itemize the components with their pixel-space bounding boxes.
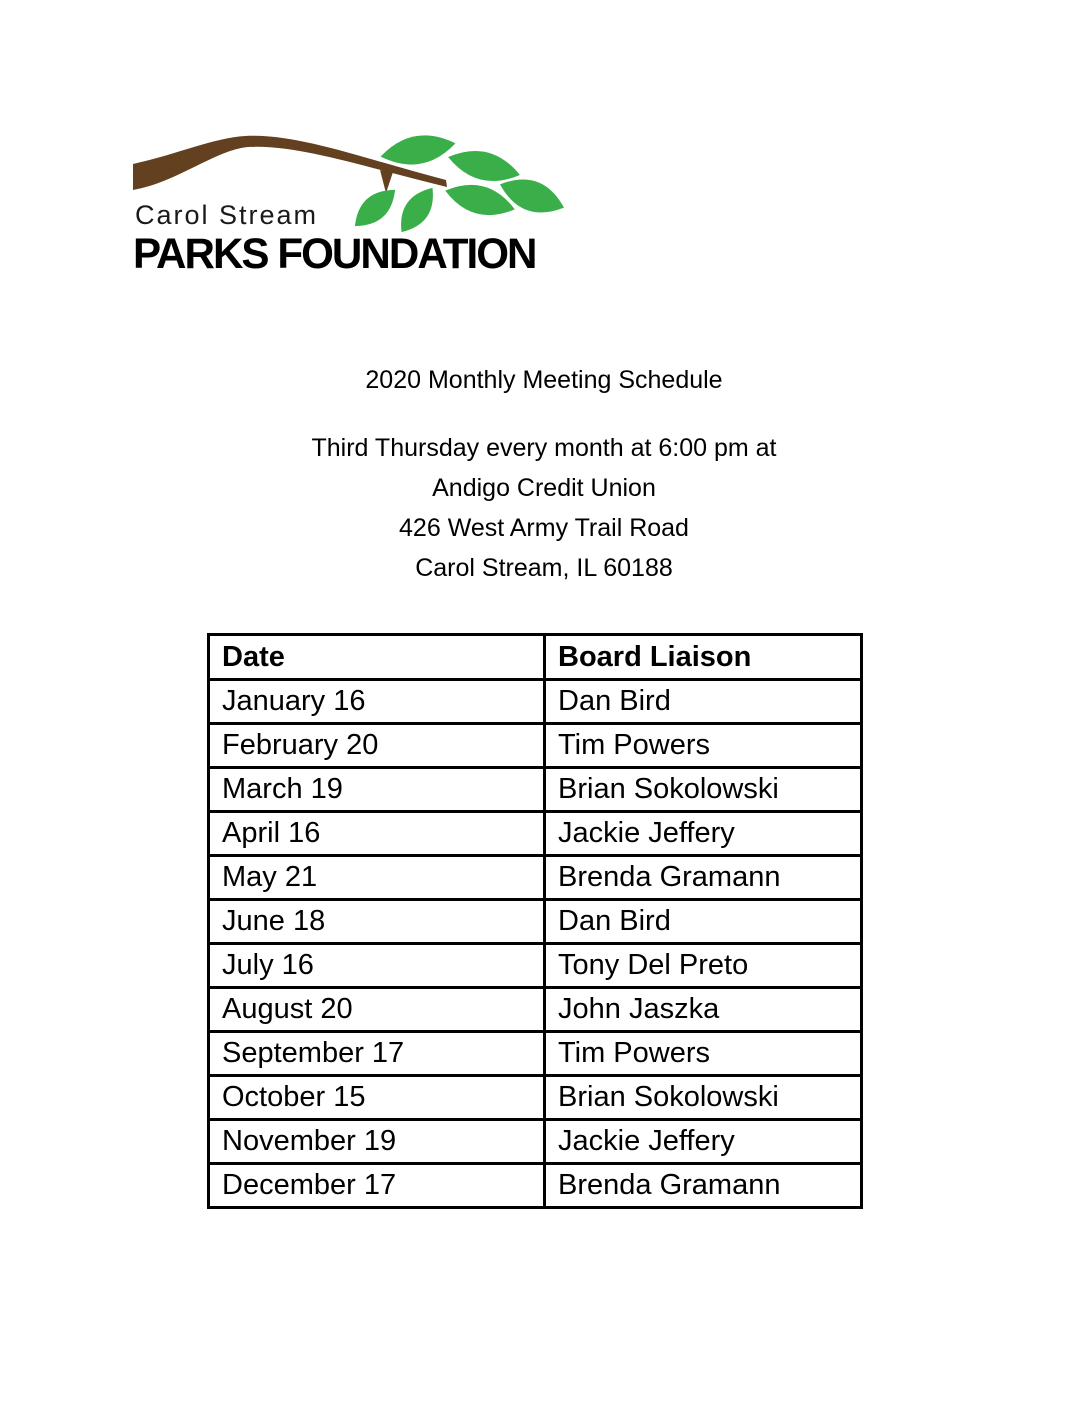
table-row bbox=[209, 1076, 862, 1120]
table-header-row bbox=[209, 635, 862, 680]
liaison-cell: Jackie Jeffery bbox=[545, 812, 862, 856]
meeting-info-line: Andigo Credit Union bbox=[432, 474, 656, 502]
parks-foundation-logo bbox=[133, 120, 573, 285]
schedule-table bbox=[207, 633, 863, 1209]
liaison-cell: Jackie Jeffery bbox=[545, 1120, 862, 1164]
table-row bbox=[209, 1032, 862, 1076]
org-name-line1: Carol Stream bbox=[135, 200, 319, 230]
liaison-cell: John Jaszka bbox=[545, 988, 862, 1032]
date-cell: July 16 bbox=[209, 944, 545, 988]
table-row bbox=[209, 988, 862, 1032]
page-title: 2020 Monthly Meeting Schedule bbox=[365, 366, 723, 394]
date-cell: January 16 bbox=[209, 680, 545, 724]
date-cell: December 17 bbox=[209, 1164, 545, 1208]
liaison-cell: Dan Bird bbox=[545, 680, 862, 724]
table-row bbox=[209, 1120, 862, 1164]
table-row bbox=[209, 1164, 862, 1208]
meeting-info bbox=[0, 428, 1088, 588]
org-name-line2: PARKS FOUNDATION bbox=[133, 230, 536, 278]
date-cell: June 18 bbox=[209, 900, 545, 944]
column-header-date: Date bbox=[209, 635, 545, 680]
liaison-cell: Tim Powers bbox=[545, 724, 862, 768]
table-row bbox=[209, 900, 862, 944]
liaison-cell: Brian Sokolowski bbox=[545, 1076, 862, 1120]
liaison-cell: Tony Del Preto bbox=[545, 944, 862, 988]
table-row bbox=[209, 812, 862, 856]
table-row bbox=[209, 856, 862, 900]
table-row bbox=[209, 944, 862, 988]
date-cell: November 19 bbox=[209, 1120, 545, 1164]
liaison-cell: Tim Powers bbox=[545, 1032, 862, 1076]
date-cell: February 20 bbox=[209, 724, 545, 768]
date-cell: March 19 bbox=[209, 768, 545, 812]
meeting-info-line: Third Thursday every month at 6:00 pm at bbox=[311, 434, 777, 462]
leaf-icon bbox=[347, 181, 403, 235]
date-cell: May 21 bbox=[209, 856, 545, 900]
date-cell: September 17 bbox=[209, 1032, 545, 1076]
branch-twig-shape bbox=[380, 170, 393, 193]
date-cell: August 20 bbox=[209, 988, 545, 1032]
date-cell: October 15 bbox=[209, 1076, 545, 1120]
date-cell: April 16 bbox=[209, 812, 545, 856]
table-row bbox=[209, 768, 862, 812]
leaf-icon bbox=[378, 130, 458, 171]
column-header-board-liaison: Board Liaison bbox=[545, 635, 862, 680]
liaison-cell: Brian Sokolowski bbox=[545, 768, 862, 812]
meeting-info-line: 426 West Army Trail Road bbox=[399, 514, 689, 542]
liaison-cell: Brenda Gramann bbox=[545, 1164, 862, 1208]
table-row bbox=[209, 724, 862, 768]
meeting-info-line: Carol Stream, IL 60188 bbox=[415, 554, 673, 582]
liaison-cell: Brenda Gramann bbox=[545, 856, 862, 900]
table-row bbox=[209, 680, 862, 724]
liaison-cell: Dan Bird bbox=[545, 900, 862, 944]
